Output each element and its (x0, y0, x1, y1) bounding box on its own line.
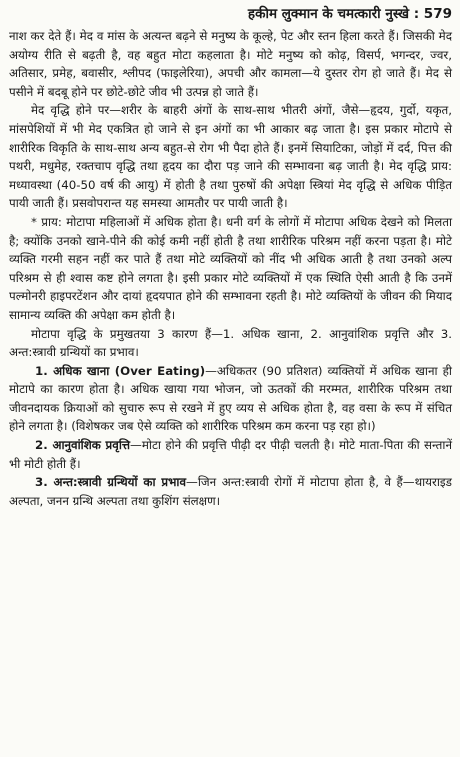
cause-3-heading: 3. अन्त:स्त्रावी ग्रन्थियों का प्रभाव (35, 475, 187, 490)
paragraph-2: मेद वृद्धि होने पर—शरीर के बाहरी अंगों के साथ-साथ भीतरी अंगों, जैसे—हृदय, गुर्दो, यकृत, मांसपेशियों में भी मेद एकत्रित हो जाने से इन अंगों का भी आकार बढ़ जाता है। इस प्रकार मोटापे से शारीरिक विकृति के साथ-साथ अन्य बहुत-से रोग भी पैदा होते हैं। इनमें सियाटिका, जोड़ों में दर्द, पित्त की पथरी, मधुमेह, रक्तचाप वृद्धि तथा हृदय का दौरा पड़ जाने की सम्भावना बढ़ जाती है। मेद वृद्धि प्राय: मध्यावस्था (40-50 वर्ष की आयु) में होती है तथा पुरुषों की अपेक्षा स्त्रियां मेद वृद्धि से अधिक पीड़ित पायी जाती हैं। प्रसवोपरान्त यह समस्या आमतौर पर पायी जाती है। (9, 103, 452, 211)
cause-2 (9, 436, 452, 473)
cause-3 (9, 473, 452, 510)
cause-2-text: —मोटा होने की प्रवृत्ति पीढ़ी दर पीढ़ी चलती है। मोटे माता-पिता की सन्तानें भी मोटी होती हैं। (9, 438, 452, 471)
paragraph-4: मोटापा वृद्धि के प्रमुखतया 3 कारण हैं—1. अधिक खाना, 2. आनुवांशिक प्रवृत्ति और 3. अन्त:स्त्रावी ग्रन्थियों का प्रभाव। (9, 326, 452, 360)
cause-2-heading: 2. आनुवांशिक प्रवृत्ति (35, 438, 131, 453)
cause-1-heading: 1. अधिक खाना (Over Eating) (35, 363, 206, 378)
paragraph-1: नाश कर देते हैं। मेद व मांस के अत्यन्त बढ़ने से मनुष्य के कूल्हे, पेट और स्तन हिला करते हैं। जिसकी मेद अयोग्य रीति से बढ़ती है, वह बहुत मोटा कहलाता है। मोटे मनुष्य को कोढ़, विसर्प, भगन्दर, ज्वर, अतिसार, प्रमेह, बवासीर, श्लीपद (फाइलेरिया), अपची और कामला—ये दुस्तर रोग हो जाते हैं। मेद से पसीने में बदबू होने पर छोटे-छोटे जीव भी उत्पन्न हो जाते हैं। (9, 29, 452, 99)
cause-1-text: —अधिकतर (90 प्रतिशत) व्यक्तियों में अधिक खाना ही मोटापे का कारण होता है। अधिक खाया गया भोजन, जो ऊतकों की मरम्मत, शारीरिक परिश्रम तथा जीवनदायक क्रियाओं को सुचारु रूप से रखने में हुए व्यय से अधिक होता है, वह वसा के रूप में संचित होने लगता है। (विशेषकर जब ऐसे व्यक्ति को शारीरिक परिश्रम कम करना पड़ रहा हो।) (9, 363, 452, 434)
paragraph-3: * प्राय: मोटापा महिलाओं में अधिक होता है। धनी वर्ग के लोगों में मोटापा अधिक देखने को मिलता है; क्योंकि उनको खाने-पीने की कोई कमी नहीं होती है तथा शारीरिक परिश्रम नहीं करना पड़ता है। मोटे व्यक्ति गरमी सहन नहीं कर पाते हैं तथा मोटे व्यक्तियों को नींद भी अधिक आती है तथा उनको अल्प परिश्रम से ही श्वास कष्ट होने लगता है। इसी प्रकार मोटे व्यक्तियों में एक स्थिति ऐसी आती है कि उनमें पल्मोनरी हाइपरटेंशन और दायां हृदयपात होने की सम्भावना रहती है। मोटे व्यक्तियों के जीवन की मियाद सामान्य व्यक्ति की अपेक्षा कम होती है। (9, 214, 452, 322)
cause-3-text: —जिन अन्त:स्त्रावी रोगों में मोटापा होता है, वे हैं—थायराइड अल्पता, जनन ग्रन्थि अल्पता तथा कुशिंग संलक्षण। (9, 475, 452, 508)
cause-1 (9, 362, 452, 436)
body-text (9, 27, 452, 510)
running-head: हकीम लुक्मान के चमत्कारी नुस्खे : 579 (247, 6, 452, 22)
